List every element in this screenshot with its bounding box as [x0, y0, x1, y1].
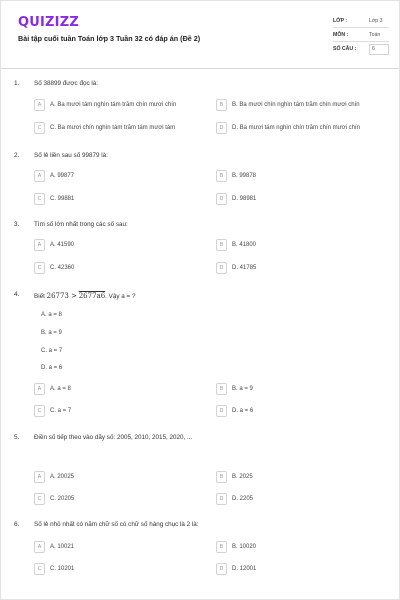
option-letter-badge: B [216, 383, 227, 395]
option-text: D. 98981 [232, 196, 257, 202]
meta-row-count [333, 42, 389, 56]
option-letter-badge: A [34, 99, 45, 111]
question-number: 2. [14, 152, 20, 159]
question-prefix: Biết [34, 293, 45, 300]
option-text: C. a = 7 [50, 408, 72, 414]
option-letter-badge: B [216, 471, 227, 483]
option-text: A. 10021 [50, 544, 75, 550]
option-text: B. 41800 [232, 242, 257, 248]
option-text: A. 99877 [50, 173, 75, 179]
question-text: Số lẻ liền sau số 99879 là: [34, 152, 108, 159]
option-letter-badge: A [34, 471, 45, 483]
option-letter-badge: B [216, 541, 227, 553]
option-text: D. 2205 [232, 496, 254, 502]
question-text: Số 38899 được đọc là: [34, 80, 99, 87]
option-letter-badge: A [34, 239, 45, 251]
option-text: D. 12001 [232, 566, 257, 572]
option-letter-badge: A [34, 541, 45, 553]
option-letter-badge: A [34, 383, 45, 395]
overlined-number: 2677a6 [78, 292, 106, 300]
option-letter-badge: C [34, 193, 45, 205]
option-text: D. Ba mươi tám nghìn chín trăm chín mươi chín [232, 125, 360, 131]
worksheet-title: Bài tập cuối tuần Toán lớp 3 Tuần 32 có đáp án (Đề 2) [18, 34, 201, 43]
option-text: B. 2025 [232, 474, 253, 480]
option-letter-badge: D [216, 405, 227, 417]
option-letter-badge: B [216, 170, 227, 182]
option-letter-badge: D [216, 493, 227, 505]
question-number: 6. [14, 521, 20, 528]
option-letter-badge: B [216, 99, 227, 111]
meta-box [333, 14, 389, 56]
sub-choice: D. a = 6 [41, 365, 63, 371]
meta-row-class [333, 14, 389, 28]
option-text: A. 20025 [50, 474, 75, 480]
question-text: Số lẻ nhỏ nhất có năm chữ số có chữ số hàng chục là 2 là: [34, 521, 199, 528]
meta-row-subject [333, 28, 389, 42]
option-letter-badge: D [216, 262, 227, 274]
sub-choice: A. a = 8 [41, 312, 62, 318]
question-number: 4. [14, 291, 20, 298]
option-text: B. Ba mươi chín nghìn tám trăm chín mươi chín [232, 102, 360, 108]
option-letter-badge: C [34, 563, 45, 575]
sub-choice: B. a = 9 [41, 330, 62, 336]
option-text: A. 41590 [50, 242, 75, 248]
inequality-left: 26773 > [46, 292, 77, 300]
question-text: Điền số tiếp theo vào dãy số: 2005, 2010, 2015, 2020, ... [34, 434, 193, 441]
worksheet-header [1, 1, 399, 69]
meta-value: 6 [369, 44, 389, 55]
option-text: B. 99878 [232, 173, 257, 179]
option-letter-badge: C [34, 493, 45, 505]
option-letter-badge: D [216, 563, 227, 575]
option-text: C. 20205 [50, 496, 75, 502]
option-letter-badge: B [216, 239, 227, 251]
meta-value: Toán [369, 32, 381, 38]
question-text [34, 292, 135, 300]
option-text: A. a = 8 [50, 386, 71, 392]
option-text: A. Ba mươi tám nghìn tám trăm chín mươi chín [50, 102, 177, 108]
question-text: Tìm số lớn nhất trong các số sau: [34, 221, 128, 228]
meta-key: MÔN : [333, 32, 349, 38]
option-letter-badge: C [34, 405, 45, 417]
option-text: B. a = 9 [232, 386, 253, 392]
option-letter-badge: C [34, 122, 45, 134]
option-letter-badge: A [34, 170, 45, 182]
option-letter-badge: D [216, 193, 227, 205]
option-text: B. 10020 [232, 544, 257, 550]
meta-key: LỚP : [333, 18, 348, 24]
question-suffix: . Vậy a = ? [105, 293, 136, 300]
option-text: C. 99881 [50, 196, 75, 202]
option-text: C. 42360 [50, 265, 75, 271]
question-number: 3. [14, 221, 20, 228]
option-letter-badge: D [216, 122, 227, 134]
question-number: 5. [14, 434, 20, 441]
option-text: C. 10201 [50, 566, 75, 572]
question-number: 1. [14, 80, 20, 87]
option-text: C. Ba mươi chín nghìn tám trăm tám mươi tám [50, 125, 176, 131]
sub-choice: C. a = 7 [41, 348, 63, 354]
meta-value: Lớp 3 [369, 18, 383, 24]
option-letter-badge: C [34, 262, 45, 274]
quizizz-logo: QUIZIZZ [18, 15, 79, 30]
meta-key: SỐ CÂU : [333, 46, 357, 52]
option-text: D. 41785 [232, 265, 257, 271]
option-text: D. a = 6 [232, 408, 254, 414]
